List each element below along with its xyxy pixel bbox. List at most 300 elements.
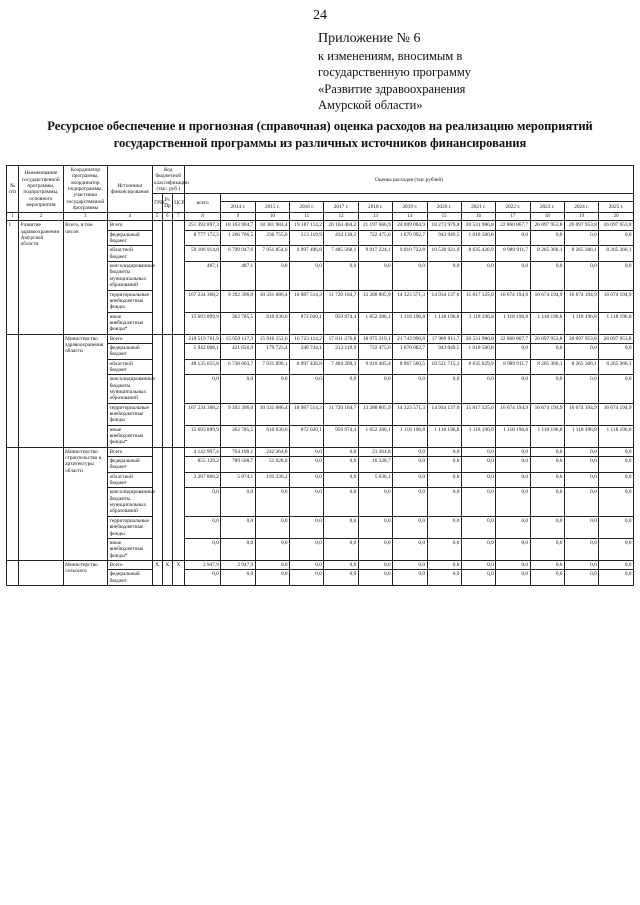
year-value-cell: 0,0 xyxy=(564,516,598,538)
year-value-cell: 1 118 196,8 xyxy=(599,425,634,447)
header-year: 2025 г. xyxy=(599,201,634,213)
year-value-cell: 0,0 xyxy=(530,472,564,488)
year-value-cell: 0,0 xyxy=(461,447,495,456)
page-number: 24 xyxy=(313,8,327,23)
budget-code-cell: X xyxy=(162,560,172,585)
year-value-cell: 16 674 194,9 xyxy=(530,290,564,312)
year-value-cell: 10 538 921,9 xyxy=(427,246,461,262)
table-row xyxy=(7,334,634,343)
appendix-line: государственную программу xyxy=(318,65,472,80)
header-year: 2016 г. xyxy=(290,201,324,213)
year-value-cell: 959 974,4 xyxy=(324,312,358,334)
year-value-cell: 0,0 xyxy=(221,488,255,516)
year-value-cell: 0,0 xyxy=(427,570,461,586)
year-value-cell: 1 670 992,7 xyxy=(393,230,427,246)
year-value-cell: 0,0 xyxy=(599,457,634,473)
year-value-cell: 10 987 514,3 xyxy=(290,290,324,312)
year-value-cell: 0,0 xyxy=(530,375,564,403)
year-value-cell: 26 097 953,8 xyxy=(564,221,598,230)
year-value-cell: 15 817 325,0 xyxy=(461,290,495,312)
header-estimate: Оценка расходов (тыс.рублей) xyxy=(184,166,633,194)
total-value-cell: 0,0 xyxy=(184,488,220,516)
header-year: 2015 г. xyxy=(255,201,289,213)
column-number: 11 xyxy=(290,213,324,221)
year-value-cell: 0,0 xyxy=(290,457,324,473)
year-value-cell: 19 187 114,2 xyxy=(290,221,324,230)
header-grbs: ГРБС xyxy=(152,194,162,213)
column-number: 16 xyxy=(461,213,495,221)
year-value-cell: 0,0 xyxy=(255,538,289,560)
year-value-cell: 789 508,7 xyxy=(221,457,255,473)
year-value-cell: 16 674 194,9 xyxy=(496,403,530,425)
year-value-cell: 191 336,2 xyxy=(255,472,289,488)
source-cell: консолидированные бюджеты муниципальных образований xyxy=(109,489,155,515)
year-value-cell: 0,0 xyxy=(221,570,255,586)
year-value-cell: 14 934 137,0 xyxy=(427,290,461,312)
source-cell: консолидированные бюджеты муниципальных образований xyxy=(109,376,155,402)
budget-code-cell xyxy=(172,447,184,560)
year-value-cell: 16 674 194,9 xyxy=(564,403,598,425)
year-value-cell: 0,0 xyxy=(324,570,358,586)
year-value-cell: 959 974,4 xyxy=(324,425,358,447)
program-name xyxy=(19,334,63,447)
year-value-cell: 14 934 137,0 xyxy=(427,403,461,425)
total-value-cell: 3 287 868,2 xyxy=(184,472,220,488)
year-value-cell: 14 323 571,3 xyxy=(393,290,427,312)
year-value-cell: 0,0 xyxy=(530,230,564,246)
year-value-cell: 0,0 xyxy=(530,262,564,290)
year-value-cell: 0,0 xyxy=(358,488,392,516)
total-value-cell: 8 777 172,3 xyxy=(184,230,220,246)
header-total: всего xyxy=(184,194,220,213)
year-value-cell: 0,0 xyxy=(599,472,634,488)
year-value-cell: 0,0 xyxy=(564,570,598,586)
year-value-cell: 0,0 xyxy=(496,560,530,569)
year-value-cell: 9 392 396,0 xyxy=(221,403,255,425)
year-value-cell: 0,0 xyxy=(290,538,324,560)
year-value-cell: 0,0 xyxy=(599,262,634,290)
document-title xyxy=(16,118,624,152)
budget-code-cell xyxy=(172,334,184,447)
year-value-cell: 0,0 xyxy=(564,472,598,488)
year-value-cell: 0,0 xyxy=(496,538,530,560)
year-value-cell: 0,0 xyxy=(393,570,427,586)
year-value-cell: 1 118 196,8 xyxy=(393,312,427,334)
year-value-cell: 20 164 404,2 xyxy=(324,221,358,230)
year-value-cell: 0,0 xyxy=(496,516,530,538)
year-value-cell: 0,0 xyxy=(564,457,598,473)
row-number xyxy=(7,447,19,560)
header-year: 2017 г. xyxy=(324,201,358,213)
year-value-cell: 1 018 500,8 xyxy=(461,343,495,359)
total-value-cell: 15 693 899,9 xyxy=(184,425,220,447)
year-value-cell: 0,0 xyxy=(358,375,392,403)
year-value-cell: 0,0 xyxy=(358,560,392,569)
year-value-cell: 17 811 276,8 xyxy=(324,334,358,343)
source-cell: иные внебюджетные фонды* xyxy=(108,425,152,447)
source-cell: федеральный бюджет xyxy=(108,457,152,473)
year-value-cell: 0,0 xyxy=(358,516,392,538)
year-value-cell: 22 860 867,7 xyxy=(496,334,530,343)
source-cell: Всего xyxy=(108,447,152,456)
year-value-cell: 0,0 xyxy=(496,262,530,290)
year-value-cell: 14 323 571,3 xyxy=(393,403,427,425)
budget-code-cell: X xyxy=(172,560,184,585)
year-value-cell: 0,0 xyxy=(496,375,530,403)
resource-table-wrap xyxy=(6,165,634,586)
year-value-cell: 20 531 986,8 xyxy=(461,334,495,343)
budget-code-cell xyxy=(162,221,172,334)
year-value-cell: 0,0 xyxy=(358,570,392,586)
source-cell: областной бюджет xyxy=(108,359,152,375)
year-value-cell: 213 119,9 xyxy=(324,343,358,359)
total-value-cell: 218 519 761,9 xyxy=(184,334,220,343)
column-number: 13 xyxy=(358,213,392,221)
header-rzpr: Рз Пр xyxy=(162,194,172,213)
year-value-cell: 0,0 xyxy=(427,457,461,473)
title-line: государственной программы из различных источников финансирования xyxy=(113,135,527,150)
header-year: 2023 г. xyxy=(530,201,564,213)
coordinator-cell: Министерство сельского xyxy=(63,560,107,585)
year-value-cell: 21 197 066,9 xyxy=(358,221,392,230)
year-value-cell: 26 097 953,8 xyxy=(564,334,598,343)
year-value-cell: 0,0 xyxy=(290,560,324,569)
appendix-line: «Развитие здравоохранения xyxy=(318,81,466,96)
total-value-cell: 0,0 xyxy=(184,375,220,403)
source-cell: областной бюджет xyxy=(108,472,152,488)
source-cell: Всего xyxy=(108,334,152,343)
year-value-cell: 0,0 xyxy=(599,343,634,359)
year-value-cell: 610 036,6 xyxy=(255,425,289,447)
header-year: 2021 г. xyxy=(461,201,495,213)
source-cell: федеральный бюджет xyxy=(108,343,152,359)
program-name: Развитие здравоохранения Амурской области xyxy=(19,221,63,334)
year-value-cell: 1 052 286,1 xyxy=(358,312,392,334)
year-value-cell: 0,0 xyxy=(290,375,324,403)
year-value-cell: 0,0 xyxy=(496,457,530,473)
year-value-cell: 0,0 xyxy=(290,570,324,586)
year-value-cell: 0,0 xyxy=(393,488,427,516)
total-value-cell: 2 947,9 xyxy=(184,560,220,569)
year-value-cell: 0,0 xyxy=(461,516,495,538)
year-value-cell: 7 051 854,6 xyxy=(255,246,289,262)
year-value-cell: 0,0 xyxy=(461,262,495,290)
year-value-cell: 213 119,9 xyxy=(290,230,324,246)
year-value-cell: 22 860 867,7 xyxy=(496,221,530,230)
budget-code-cell: X xyxy=(152,560,162,585)
budget-code-cell xyxy=(152,221,162,334)
year-value-cell: 26 097 953,8 xyxy=(599,334,634,343)
year-value-cell: 0,0 xyxy=(564,230,598,246)
year-value-cell: 0,0 xyxy=(221,538,255,560)
year-value-cell: 0,0 xyxy=(530,516,564,538)
budget-code-cell xyxy=(172,221,184,334)
year-value-cell: 16 674 194,9 xyxy=(599,290,634,312)
year-value-cell: 0,0 xyxy=(324,560,358,569)
column-number: 2 xyxy=(19,213,63,221)
year-value-cell: 1 118 196,8 xyxy=(564,425,598,447)
year-value-cell: 1 266 706,5 xyxy=(221,230,255,246)
program-name xyxy=(19,447,63,560)
year-value-cell: 0,0 xyxy=(496,488,530,516)
year-value-cell: 240 744,1 xyxy=(290,343,324,359)
year-value-cell: 0,0 xyxy=(393,538,427,560)
header-coordinator: Координатор программы, координатор подпрограммы, участники государственной программы xyxy=(63,166,107,213)
year-value-cell: 13 280 805,9 xyxy=(358,290,392,312)
year-value-cell: 1 118 196,8 xyxy=(530,312,564,334)
source-cell: Всего xyxy=(108,221,152,230)
year-value-cell: 0,0 xyxy=(427,488,461,516)
year-value-cell: 872 020,1 xyxy=(290,312,324,334)
year-value-cell: 0,0 xyxy=(427,447,461,456)
year-value-cell: 0,0 xyxy=(393,472,427,488)
year-value-cell: 0,0 xyxy=(599,447,634,456)
year-value-cell: 0,0 xyxy=(461,560,495,569)
year-value-cell: 0,0 xyxy=(427,262,461,290)
year-value-cell: 8 989 911,7 xyxy=(496,246,530,262)
year-value-cell: 0,0 xyxy=(427,538,461,560)
total-value-cell: 167 234 368,2 xyxy=(184,403,220,425)
column-number: 1 xyxy=(7,213,19,221)
coordinator-cell: Всего, в том числе: xyxy=(63,221,107,334)
year-value-cell: 6 997 496,8 xyxy=(290,246,324,262)
year-value-cell: 0,0 xyxy=(496,447,530,456)
table-row xyxy=(7,560,634,569)
year-value-cell: 0,0 xyxy=(564,538,598,560)
source-cell: территориальные внебюджетные фонды xyxy=(108,290,152,312)
column-number: 6 xyxy=(162,213,172,221)
year-value-cell: 8 265 366,1 xyxy=(564,246,598,262)
header-year: 2018 г. xyxy=(358,201,392,213)
year-value-cell: 0,0 xyxy=(530,488,564,516)
header-no: № п/п xyxy=(7,166,19,213)
year-value-cell: 610 036,6 xyxy=(255,312,289,334)
year-value-cell: 0,0 xyxy=(599,570,634,586)
title-line: Ресурсное обеспечение и прогнозная (справочная) оценка расходов на реализацию мероприятий xyxy=(47,119,593,133)
row-number xyxy=(7,334,19,447)
year-value-cell: 0,0 xyxy=(564,447,598,456)
year-value-cell: 242 364,8 xyxy=(255,447,289,456)
header-year: 2020 г. xyxy=(427,201,461,213)
column-number: 20 xyxy=(599,213,634,221)
year-value-cell: 16 674 194,9 xyxy=(530,403,564,425)
year-value-cell: 0,0 xyxy=(427,375,461,403)
source-cell: федеральный бюджет xyxy=(108,570,152,586)
year-value-cell: 0,0 xyxy=(599,538,634,560)
year-value-cell: 0,0 xyxy=(393,375,427,403)
year-value-cell: 0,0 xyxy=(255,560,289,569)
year-value-cell: 16 328,7 xyxy=(358,457,392,473)
source-cell: областной бюджет xyxy=(108,246,152,262)
header-name: Наименование государственной программы, подпрограммы, основного мероприятия xyxy=(19,166,63,213)
column-number: 15 xyxy=(427,213,461,221)
year-value-cell: 15 959 117,3 xyxy=(221,334,255,343)
year-value-cell: 0,0 xyxy=(290,447,324,456)
year-value-cell: 0,0 xyxy=(564,560,598,569)
total-value-cell: 0,0 xyxy=(184,516,220,538)
year-value-cell: 15 817 325,0 xyxy=(461,403,495,425)
total-value-cell: 487,1 xyxy=(184,262,220,290)
year-value-cell: 6 997 436,8 xyxy=(290,359,324,375)
year-value-cell: 0,0 xyxy=(530,560,564,569)
year-value-cell: 15 916 152,6 xyxy=(255,334,289,343)
year-value-cell: 11 720 184,7 xyxy=(324,403,358,425)
year-value-cell: 0,0 xyxy=(393,560,427,569)
year-value-cell: 8 989 911,7 xyxy=(496,359,530,375)
year-value-cell: 18 975 219,1 xyxy=(358,334,392,343)
year-value-cell: 8 967 560,5 xyxy=(393,359,427,375)
header-year: 2022 г. xyxy=(496,201,530,213)
column-number: 4 xyxy=(108,213,152,221)
source-cell: территориальные внебюджетные фонды xyxy=(108,516,152,538)
year-value-cell: 7 404 209,3 xyxy=(324,359,358,375)
year-value-cell: 362 785,5 xyxy=(221,425,255,447)
year-value-cell: 362 785,5 xyxy=(221,312,255,334)
year-value-cell: 5 036,1 xyxy=(358,472,392,488)
year-value-cell: 236 755,0 xyxy=(255,230,289,246)
year-value-cell: 16 674 194,9 xyxy=(496,290,530,312)
year-value-cell: 51 028,6 xyxy=(255,457,289,473)
year-value-cell: 1 018 500,8 xyxy=(461,230,495,246)
source-cell: иные внебюджетные фонды* xyxy=(108,312,152,334)
year-value-cell: 11 720 184,7 xyxy=(324,290,358,312)
row-number xyxy=(7,560,19,585)
year-value-cell: 1 118 196,8 xyxy=(461,425,495,447)
year-value-cell: 16 674 194,9 xyxy=(564,290,598,312)
column-number: 14 xyxy=(393,213,427,221)
year-value-cell: 8 635 426,9 xyxy=(461,246,495,262)
program-name xyxy=(19,560,63,585)
total-value-cell: 4 142 997,4 xyxy=(184,447,220,456)
year-value-cell: 0,0 xyxy=(358,262,392,290)
coordinator-cell: Министерство здравоохранения области xyxy=(63,334,107,447)
year-value-cell: 8 265 366,1 xyxy=(564,359,598,375)
year-value-cell: 0,0 xyxy=(393,447,427,456)
year-value-cell: 6 799 947,6 xyxy=(221,246,255,262)
year-value-cell: 1 118 196,8 xyxy=(496,425,530,447)
year-value-cell: 0,0 xyxy=(564,262,598,290)
year-value-cell: 0,0 xyxy=(324,472,358,488)
year-value-cell: 1 118 196,8 xyxy=(599,312,634,334)
budget-code-cell xyxy=(162,334,172,447)
year-value-cell: 0,0 xyxy=(324,262,358,290)
year-value-cell: 0,0 xyxy=(496,343,530,359)
coordinator-cell: Министерство строительства и архитектуры области xyxy=(63,447,107,560)
year-value-cell: 1 118 196,8 xyxy=(530,425,564,447)
year-value-cell: 0,0 xyxy=(564,375,598,403)
year-value-cell: 10 521 715,3 xyxy=(427,359,461,375)
year-value-cell: 0,0 xyxy=(530,538,564,560)
year-value-cell: 0,0 xyxy=(290,262,324,290)
year-value-cell: 421 656,9 xyxy=(221,343,255,359)
year-value-cell: 0,0 xyxy=(358,538,392,560)
year-value-cell: 10 987 514,3 xyxy=(290,403,324,425)
year-value-cell: 0,0 xyxy=(324,488,358,516)
year-value-cell: 0,0 xyxy=(255,262,289,290)
row-number: 1 xyxy=(7,221,19,334)
year-value-cell: 0,0 xyxy=(564,343,598,359)
year-value-cell: 1 118 196,8 xyxy=(393,425,427,447)
source-cell: федеральный бюджет xyxy=(108,230,152,246)
year-value-cell: 21 364,8 xyxy=(358,447,392,456)
year-value-cell: 6 738 603,7 xyxy=(221,359,255,375)
header-sources: Источники финансирования xyxy=(108,166,152,213)
year-value-cell: 18 273 979,8 xyxy=(427,221,461,230)
year-value-cell: 5 874,1 xyxy=(221,472,255,488)
column-number: 5 xyxy=(152,213,162,221)
year-value-cell: 16 723 114,2 xyxy=(290,334,324,343)
year-value-cell: 1 118 196,8 xyxy=(496,312,530,334)
year-value-cell: 9 010 722,8 xyxy=(393,246,427,262)
year-value-cell: 0,0 xyxy=(461,488,495,516)
table-row xyxy=(7,221,634,230)
year-value-cell: 13 280 805,9 xyxy=(358,403,392,425)
year-value-cell: 0,0 xyxy=(599,375,634,403)
year-value-cell: 10 331 686,4 xyxy=(255,290,289,312)
year-value-cell: 0,0 xyxy=(496,472,530,488)
year-value-cell: 16 674 194,9 xyxy=(599,403,634,425)
year-value-cell: 0,0 xyxy=(496,570,530,586)
source-cell: Всего xyxy=(108,560,152,569)
column-number: 18 xyxy=(530,213,564,221)
year-value-cell: 0,0 xyxy=(393,262,427,290)
year-value-cell: 0,0 xyxy=(599,230,634,246)
year-value-cell: 0,0 xyxy=(427,516,461,538)
year-value-cell: 0,0 xyxy=(427,472,461,488)
year-value-cell: 0,0 xyxy=(221,375,255,403)
year-value-cell: 0,0 xyxy=(255,516,289,538)
year-value-cell: 872 020,1 xyxy=(290,425,324,447)
year-value-cell: 722 475,6 xyxy=(358,343,392,359)
budget-code-cell xyxy=(152,447,162,560)
year-value-cell: 0,0 xyxy=(324,375,358,403)
year-value-cell: 1 118 196,8 xyxy=(564,312,598,334)
year-value-cell: 764 100,1 xyxy=(221,447,255,456)
year-value-cell: 0,0 xyxy=(496,230,530,246)
total-value-cell: 0,0 xyxy=(184,570,220,586)
year-value-cell: 0,0 xyxy=(324,457,358,473)
column-number: 9 xyxy=(221,213,255,221)
year-value-cell: 1 670 082,7 xyxy=(393,343,427,359)
year-value-cell: 0,0 xyxy=(530,447,564,456)
total-value-cell: 59 186 914,8 xyxy=(184,246,220,262)
year-value-cell: 0,0 xyxy=(255,375,289,403)
total-value-cell: 0,0 xyxy=(184,538,220,560)
year-value-cell: 0,0 xyxy=(599,488,634,516)
year-value-cell: 26 097 953,8 xyxy=(530,221,564,230)
column-number: 3 xyxy=(63,213,107,221)
year-value-cell: 1 052 286,1 xyxy=(358,425,392,447)
year-value-cell: 18 381 984,4 xyxy=(255,221,289,230)
total-value-cell: 251 392 897,3 xyxy=(184,221,220,230)
year-value-cell: 722 475,6 xyxy=(358,230,392,246)
table-row xyxy=(7,447,634,456)
year-value-cell: 9 392 396,0 xyxy=(221,290,255,312)
year-value-cell: 9 017 224,1 xyxy=(358,246,392,262)
source-cell: консолидированные бюджеты муниципальных образований xyxy=(109,263,155,289)
year-value-cell: 0,0 xyxy=(221,516,255,538)
year-value-cell: 0,0 xyxy=(290,488,324,516)
year-value-cell: 0,0 xyxy=(461,570,495,586)
year-value-cell: 9 010 405,4 xyxy=(358,359,392,375)
appendix-line: Амурской области» xyxy=(318,97,423,112)
appendix-block xyxy=(318,30,618,113)
column-number: 12 xyxy=(324,213,358,221)
year-value-cell: 0,0 xyxy=(255,570,289,586)
year-value-cell: 0,0 xyxy=(461,472,495,488)
year-value-cell: 7 031 090,1 xyxy=(255,359,289,375)
year-value-cell: 17 989 911,7 xyxy=(427,334,461,343)
